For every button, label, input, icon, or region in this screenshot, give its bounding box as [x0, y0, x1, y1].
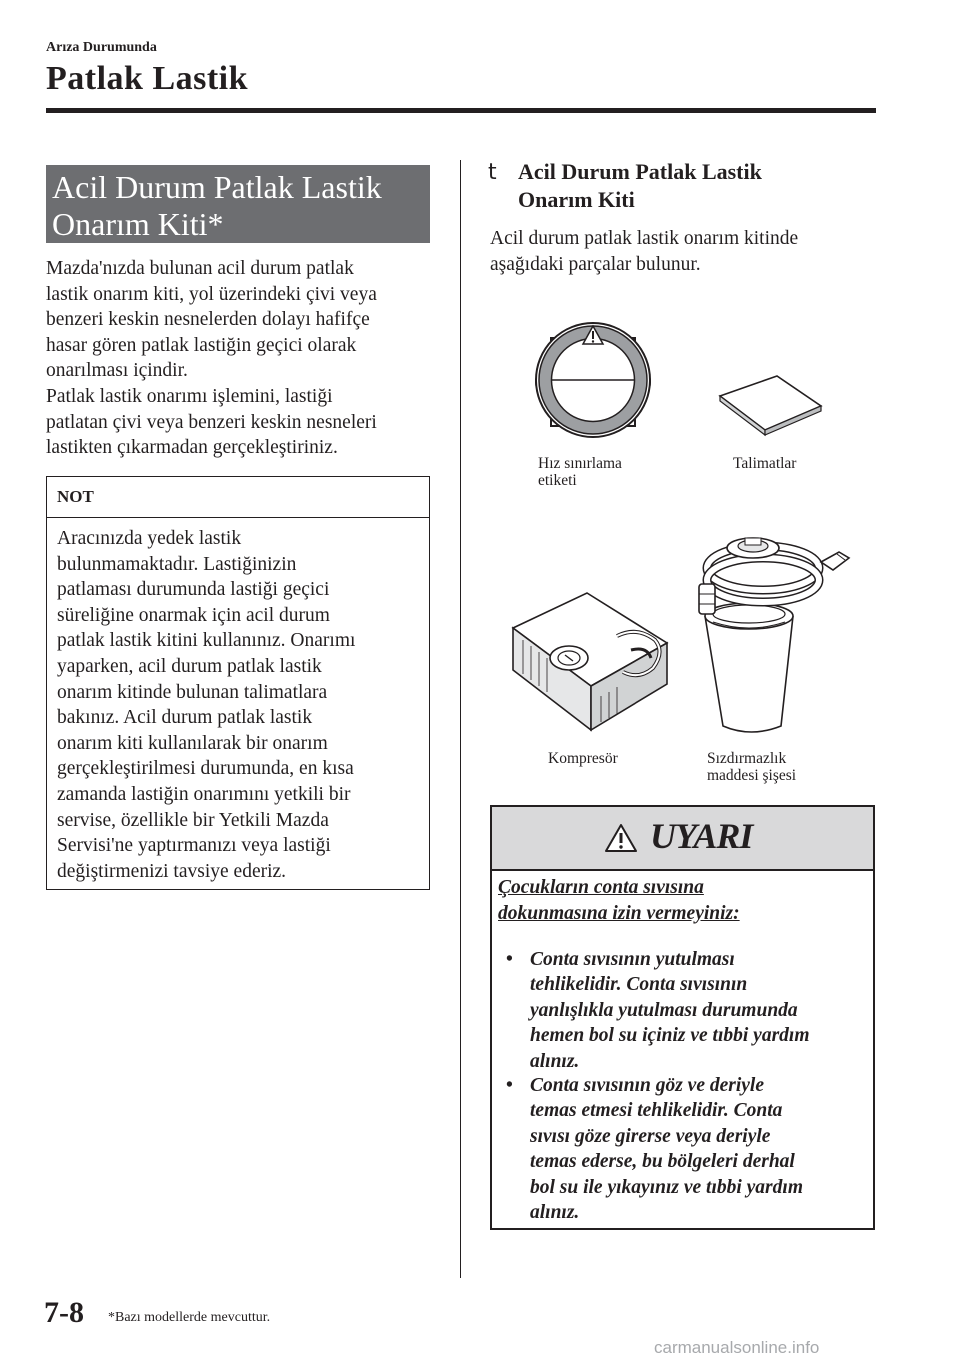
- note-line: servise, özellikle bir Yetkili Mazda: [57, 809, 329, 831]
- warning-lead-line: Çocukların conta sıvısına: [498, 877, 704, 898]
- note-line: bulunmamaktadır. Lastiğinizin: [57, 553, 297, 575]
- footnote: *Bazı modellerde mevcuttur.: [108, 1310, 271, 1325]
- caption-line: Sızdırmazlık: [707, 750, 787, 767]
- note-line: onarım kitinde bulunan talimatlara: [57, 681, 328, 703]
- warning-triangle-icon: [604, 823, 638, 853]
- speed-label-caption: [538, 455, 622, 489]
- caption-line: Hız sınırlama: [538, 455, 622, 472]
- subsection-heading: [488, 158, 868, 213]
- warning-line: tehlikelidir. Conta sıvısının: [530, 974, 748, 996]
- column-divider: [460, 160, 461, 1278]
- subsection-intro-line: aşağıdaki parçalar bulunur.: [490, 254, 701, 275]
- bullet-icon: •: [506, 949, 513, 970]
- page-number: 7-8: [44, 1296, 84, 1329]
- warning-line: bol su ile yıkayınız ve tıbbi yardım: [530, 1176, 803, 1198]
- section-heading: [46, 165, 430, 243]
- instructions-illustration: [715, 372, 825, 442]
- warning-item: [498, 1073, 863, 1225]
- subsection-heading-line-2: Onarım Kiti: [518, 187, 635, 212]
- breadcrumb: Arıza Durumunda: [46, 40, 157, 55]
- warning-title: UYARI: [650, 816, 753, 856]
- note-box: [46, 476, 430, 890]
- compressor-icon: [513, 593, 667, 730]
- compressor-illustration: [505, 588, 675, 738]
- note-line: değiştirmenizi tavsiye ederiz.: [57, 860, 287, 882]
- intro-line: patlatan çivi veya benzeri keskin nesneleri: [46, 411, 377, 433]
- note-line: süreliğine onarmak için acil durum: [57, 604, 330, 626]
- intro-line: hasar gören patlak lastiğin geçici olarak: [46, 334, 357, 356]
- intro-paragraph: [46, 256, 436, 461]
- note-divider: [47, 517, 429, 518]
- intro-line: Patlak lastik onarımı işlemini, lastiği: [46, 385, 333, 407]
- note-line: onarım kiti kullanılarak bir onarım: [57, 732, 328, 754]
- section-bullet-icon: t: [488, 160, 497, 185]
- note-line: patlaması durumunda lastiği geçici: [57, 579, 330, 601]
- note-text: [57, 526, 419, 884]
- warning-line: sıvısı göze girerse veya deriyle: [530, 1125, 771, 1147]
- warning-box: [490, 805, 875, 1230]
- warning-lead: [498, 875, 798, 927]
- note-title: NOT: [57, 487, 94, 506]
- speed-limit-label-icon: [536, 323, 650, 437]
- warning-line: Conta sıvısının yutulması: [530, 949, 735, 970]
- note-line: Servisi'ne yaptırmanızı veya lastiği: [57, 835, 331, 857]
- caption-line: maddesi şişesi: [707, 767, 797, 784]
- compressor-caption: Kompresör: [548, 750, 618, 767]
- sealant-bottle-icon: [699, 538, 849, 732]
- subsection-intro-line: Acil durum patlak lastik onarım kitinde: [490, 228, 799, 249]
- note-line: patlak lastik kitini kullanınız. Onarımı: [57, 630, 356, 652]
- watermark: carmanualsonline.info: [654, 1338, 820, 1357]
- warning-header: [492, 807, 873, 871]
- subsection-heading-line-1: Acil Durum Patlak Lastik: [518, 159, 762, 184]
- section-heading-line-2: Onarım Kiti*: [52, 206, 224, 242]
- warning-lead-line: dokunmasına izin vermeyiniz:: [498, 903, 740, 924]
- warning-line: hemen bol su içiniz ve tıbbi yardım: [530, 1025, 810, 1047]
- intro-line: onarılması içindir.: [46, 360, 188, 382]
- warning-item-text: [498, 947, 863, 1074]
- warning-line: temas ederse, bu bölgeleri derhal: [530, 1151, 795, 1173]
- intro-line: Mazda'nızda bulunan acil durum patlak: [46, 258, 354, 279]
- warning-line: alınız.: [530, 1202, 580, 1224]
- warning-line: temas etmesi tehlikelidir. Conta: [530, 1100, 783, 1122]
- warning-line: Conta sıvısının göz ve deriyle: [530, 1075, 764, 1096]
- note-line: gerçekleştirilmesi durumunda, en kısa: [57, 758, 354, 780]
- speed-limit-label-illustration: [518, 318, 668, 443]
- instruction-booklet-icon: [720, 376, 821, 435]
- page-title: Patlak Lastik: [46, 60, 249, 97]
- intro-line: lastik onarım kiti, yol üzerindeki çivi veya: [46, 283, 377, 305]
- intro-line: lastikten çıkarmadan gerçekleştiriniz.: [46, 437, 338, 459]
- warning-line: yanlışlıkla yutulması durumunda: [530, 999, 798, 1021]
- warning-line: alınız.: [530, 1050, 580, 1072]
- note-line: bakınız. Acil durum patlak lastik: [57, 707, 313, 729]
- section-heading-line-1: Acil Durum Patlak Lastik: [52, 169, 382, 205]
- note-line: zamanda lastiğin onarımını yetkili bir: [57, 783, 351, 805]
- sealant-bottle-caption: [707, 750, 796, 784]
- title-rule: [46, 108, 876, 113]
- bullet-icon: •: [506, 1075, 513, 1096]
- intro-line: benzeri keskin nesnelerden dolayı hafifçe: [46, 309, 370, 331]
- note-line: Aracınızda yedek lastik: [57, 528, 242, 549]
- instructions-caption: Talimatlar: [733, 455, 797, 472]
- warning-item-text: [498, 1073, 863, 1225]
- sealant-bottle-illustration: [693, 528, 863, 743]
- subsection-intro: [490, 226, 870, 278]
- warning-item: [498, 947, 863, 1074]
- caption-line: etiketi: [538, 472, 577, 489]
- note-line: yaparken, acil durum patlak lastik: [57, 655, 322, 677]
